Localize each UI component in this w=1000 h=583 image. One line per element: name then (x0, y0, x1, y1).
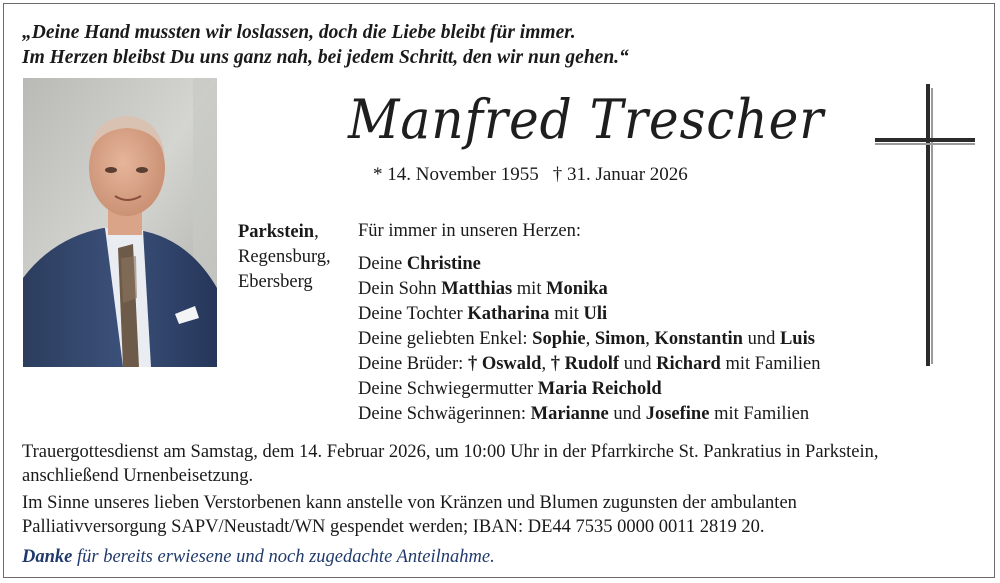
death-date: † 31. Januar 2026 (552, 164, 688, 185)
family-member-name: Katharina (467, 304, 550, 324)
family-relation-text: Deine geliebten Enkel: (358, 329, 533, 349)
funeral-service-info (22, 440, 982, 488)
place-primary-name: Parkstein (238, 222, 315, 242)
family-member-name: Simon (594, 329, 646, 349)
places-list (238, 220, 331, 295)
family-member-name: † Oswald (467, 354, 542, 374)
memorial-quote (22, 20, 629, 70)
service-line-2: anschließend Urnenbeisetzung. (22, 466, 254, 486)
family-relation-text: Deine Tochter (358, 304, 468, 324)
family-relation-text: und (619, 354, 657, 374)
thanks-line (22, 547, 495, 568)
thanks-word: Danke (22, 547, 73, 567)
donation-line-2: Palliativversorgung SAPV/Neustadt/WN gespendet werden; IBAN: DE44 7535 0000 0011 2819 20. (22, 517, 765, 537)
family-member-name: Christine (406, 254, 481, 274)
family-relation-text: Deine Schwägerinnen: (358, 404, 531, 424)
family-member-row (358, 302, 821, 327)
family-heading: Für immer in unseren Herzen: (358, 221, 581, 241)
family-relation-text: mit (512, 279, 547, 299)
place-primary (238, 220, 331, 245)
family-list (358, 219, 821, 427)
family-member-name: Richard (656, 354, 721, 374)
family-relation-text: mit Familien (720, 354, 821, 374)
family-relation-text: , (585, 329, 595, 349)
family-member-name: Sophie (532, 329, 586, 349)
family-member-row (358, 252, 821, 277)
family-member-name: Maria Reichold (537, 379, 662, 399)
family-relation-text: Dein Sohn (358, 279, 442, 299)
family-member-name: Marianne (530, 404, 609, 424)
family-relation-text: mit Familien (709, 404, 810, 424)
family-relation-text: , (541, 354, 551, 374)
family-relation-text: Deine (358, 254, 407, 274)
family-rows (358, 252, 821, 427)
thanks-rest: für bereits erwiesene und noch zugedachte Anteilnahme. (72, 547, 495, 567)
family-member-name: † Rudolf (550, 354, 620, 374)
family-member-row (358, 352, 821, 377)
donation-line-1: Im Sinne unseres lieben Verstorbenen kann anstelle von Kränzen und Blumen zugunsten der ambulanten (22, 493, 797, 513)
family-member-row (358, 402, 821, 427)
family-relation-text: , (645, 329, 655, 349)
portrait-photo-drawing (23, 78, 217, 367)
service-line-1: Trauergottesdienst am Samstag, dem 14. Februar 2026, um 10:00 Uhr in der Pfarrkirche St. Pankratius in Parkstein, (22, 442, 879, 462)
birth-date: * 14. November 1955 (373, 164, 539, 185)
family-member-name: Konstantin (654, 329, 743, 349)
family-member-name: Uli (583, 304, 608, 324)
family-member-name: Luis (779, 329, 815, 349)
donation-info (22, 491, 982, 539)
life-dates (373, 164, 688, 186)
family-member-name: Monika (546, 279, 608, 299)
family-member-row (358, 377, 821, 402)
quote-line-1: „Deine Hand mussten wir loslassen, doch die Liebe bleibt für immer. (22, 22, 576, 43)
family-relation-text: Deine Schwiegermutter (358, 379, 538, 399)
family-relation-text: und (742, 329, 780, 349)
place-tertiary: Ebersberg (238, 272, 313, 292)
place-secondary: Regensburg, (238, 247, 331, 267)
family-member-name: Matthias (441, 279, 513, 299)
family-member-name: Josefine (645, 404, 710, 424)
portrait-photo (23, 78, 217, 367)
family-relation-text: mit (549, 304, 584, 324)
family-member-row (358, 277, 821, 302)
family-member-row (358, 327, 821, 352)
latin-cross-icon (870, 84, 980, 374)
quote-line-2: Im Herzen bleibst Du uns ganz nah, bei jedem Schritt, den wir nun gehen.“ (22, 47, 629, 68)
family-relation-text: und (608, 404, 646, 424)
deceased-name: Manfred Trescher (348, 88, 825, 151)
place-primary-comma: , (314, 222, 319, 242)
family-relation-text: Deine Brüder: (358, 354, 468, 374)
